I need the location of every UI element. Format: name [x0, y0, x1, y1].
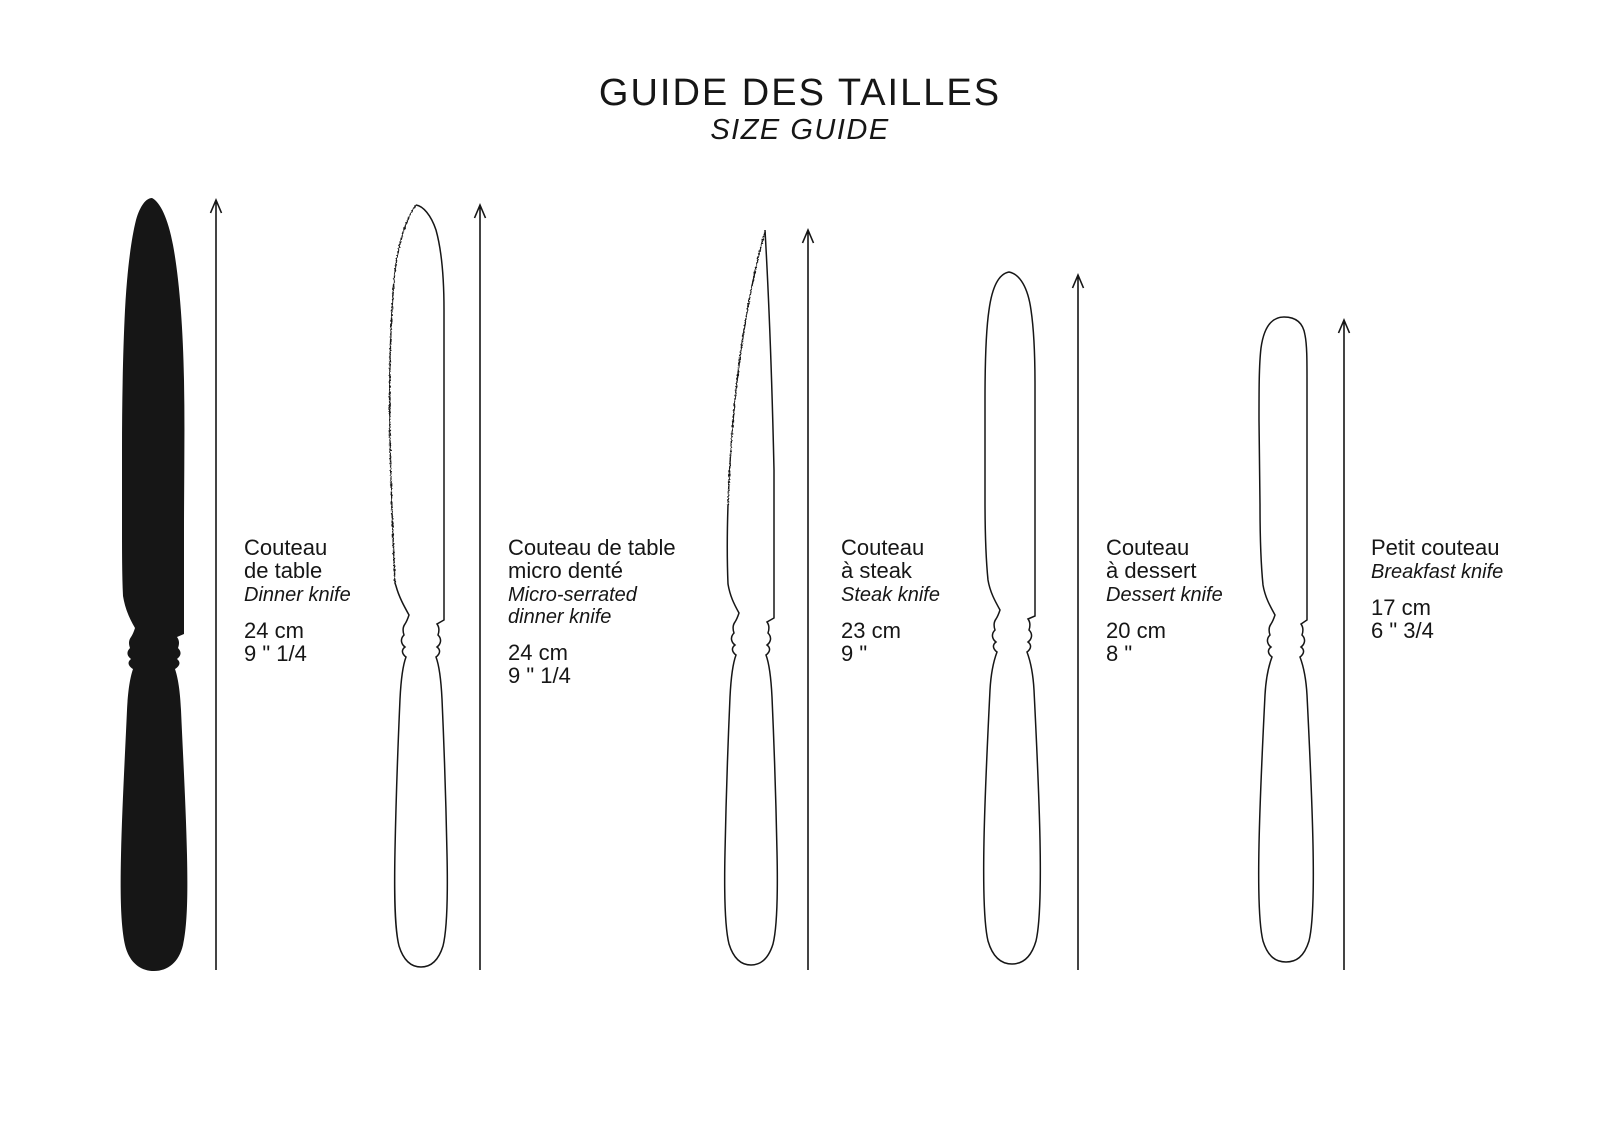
height-arrow-micro-serrated-dinner-knife [475, 205, 486, 970]
dinner-knife-silhouette [121, 198, 188, 971]
steak-knife-outline [725, 230, 778, 965]
knife-size [1371, 596, 1503, 642]
height-arrow-dinner-knife [211, 200, 222, 970]
knife-name-en [841, 584, 940, 606]
knife-size-inches: 9 " 1/4 [508, 663, 571, 688]
knife-name-en-line: Dessert knife [1106, 584, 1223, 606]
knife-size-cm: 24 cm [244, 618, 304, 643]
knife-size [508, 641, 676, 687]
knife-name-en-line: dinner knife [508, 606, 612, 628]
micro-serrated-dinner-knife-outline [395, 205, 448, 967]
knife-size [244, 619, 351, 665]
knife-size-inches: 8 " [1106, 641, 1133, 666]
dessert-knife-outline [984, 272, 1041, 964]
breakfast-knife-outline [1259, 317, 1314, 962]
knife-name-en [508, 584, 676, 628]
knife-size [841, 619, 940, 665]
breakfast-knife-column [1259, 317, 1350, 970]
knife-name-fr-line: à steak [841, 558, 912, 583]
page-title: GUIDE DES TAILLES [598, 72, 1002, 114]
micro-serrated-dinner-knife-column [390, 205, 486, 970]
micro-serrated-cutting-edge [390, 205, 416, 583]
knife-size [1106, 619, 1223, 665]
label-steak-knife [841, 536, 940, 665]
dinner-knife-column [121, 198, 222, 971]
knife-name-en-line: Steak knife [841, 584, 940, 606]
knife-size-inches: 9 " [841, 641, 868, 666]
knife-name-fr-line: Couteau [1106, 535, 1190, 560]
label-breakfast-knife [1371, 536, 1503, 642]
height-arrow-breakfast-knife [1339, 320, 1350, 970]
knife-name-fr-line: Couteau [841, 535, 925, 560]
knife-size-cm: 17 cm [1371, 595, 1431, 620]
label-micro-serrated-dinner-knife [508, 536, 676, 687]
knife-name-en [1106, 584, 1223, 606]
knife-size-cm: 23 cm [841, 618, 901, 643]
knife-size-inches: 9 " 1/4 [244, 641, 307, 666]
knife-name-fr [841, 536, 940, 582]
knife-name-en [1371, 561, 1503, 583]
knife-size-cm: 20 cm [1106, 618, 1166, 643]
label-dessert-knife [1106, 536, 1223, 665]
knife-name-en [244, 584, 351, 606]
knife-name-fr [508, 536, 676, 582]
knife-name-fr-line: Petit couteau [1371, 535, 1500, 560]
height-arrow-dessert-knife [1073, 275, 1084, 970]
knife-name-fr-line: Couteau [244, 535, 328, 560]
dessert-knife-column [984, 272, 1084, 970]
knife-name-fr-line: Couteau de table [508, 535, 676, 560]
knife-size-inches: 6 " 3/4 [1371, 618, 1434, 643]
height-arrow-steak-knife [803, 230, 814, 970]
knife-name-fr [244, 536, 351, 582]
steak-knife-serrated-edge [728, 232, 765, 505]
label-dinner-knife [244, 536, 351, 665]
knife-name-en-line: Dinner knife [244, 584, 351, 606]
knife-name-fr [1371, 536, 1503, 559]
knife-name-en-line: Breakfast knife [1371, 561, 1504, 583]
page-subtitle: SIZE GUIDE [710, 114, 890, 146]
knife-name-en-line: Micro-serrated [508, 584, 637, 606]
knife-size-cm: 24 cm [508, 640, 568, 665]
knife-name-fr-line: micro denté [508, 558, 623, 583]
knife-name-fr-line: à dessert [1106, 558, 1197, 583]
knife-name-fr [1106, 536, 1223, 582]
steak-knife-column [725, 230, 814, 970]
knife-name-fr-line: de table [244, 558, 323, 583]
